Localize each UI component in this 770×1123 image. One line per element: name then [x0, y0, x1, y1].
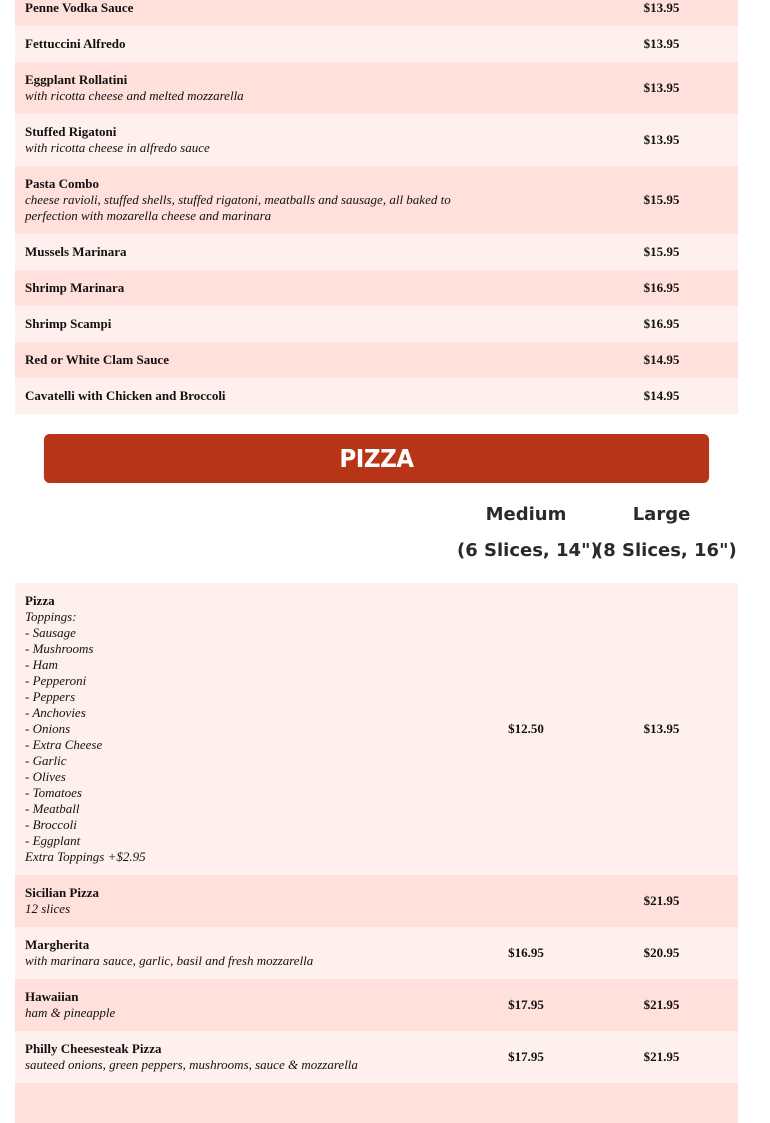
- item-name: Stuffed Rigatoni: [25, 124, 117, 139]
- item-name: Fettuccini Alfredo: [25, 36, 126, 51]
- extra-toppings-note: Extra Toppings +$2.95: [25, 849, 146, 864]
- item-description: ham & pineapple: [25, 1005, 116, 1020]
- menu-item-row: [15, 875, 738, 927]
- section-header-pizza: PIZZA: [44, 434, 709, 483]
- menu-item-row: [15, 114, 738, 166]
- menu-item-row: [15, 26, 738, 62]
- menu-item-row: [15, 1031, 738, 1083]
- item-name: Cavatelli with Chicken and Broccoli: [25, 388, 226, 403]
- item-name: Red or White Clam Sauce: [25, 352, 169, 367]
- item-price: $16.95: [643, 316, 680, 331]
- menu-item-row: [15, 979, 738, 1031]
- topping-item: - Sausage: [25, 625, 76, 640]
- column-header-label: Medium: [485, 504, 567, 525]
- topping-item: - Peppers: [25, 689, 76, 704]
- item-price: $13.95: [643, 80, 680, 95]
- item-name: Pasta Combo: [25, 176, 100, 191]
- item-description: with marinara sauce, garlic, basil and fresh mozzarella: [25, 953, 314, 968]
- topping-item: - Eggplant: [25, 833, 81, 848]
- item-price: $14.95: [643, 388, 680, 403]
- column-header-sub: (8 Slices, 16"): [595, 540, 737, 561]
- price-medium: $16.95: [508, 945, 544, 960]
- item-name: Mussels Marinara: [25, 244, 127, 259]
- price-medium: $12.50: [508, 721, 544, 736]
- price-large: $20.95: [643, 945, 680, 960]
- topping-item: - Onions: [25, 721, 71, 736]
- column-header-label: Large: [632, 504, 691, 525]
- topping-item: - Tomatoes: [25, 785, 82, 800]
- price-large: $13.95: [643, 721, 680, 736]
- item-price: $15.95: [643, 244, 680, 259]
- item-name: Margherita: [25, 937, 90, 952]
- item-name: Pizza: [25, 593, 55, 608]
- item-price: $13.95: [643, 132, 680, 147]
- menu-item-row: [15, 927, 738, 979]
- item-price: $14.95: [643, 352, 680, 367]
- topping-item: - Ham: [25, 657, 58, 672]
- column-header-medium: [457, 497, 599, 569]
- price-large: $21.95: [643, 1049, 680, 1064]
- menu-item-row: [15, 62, 738, 114]
- topping-item: - Meatball: [25, 801, 80, 816]
- topping-item: - Garlic: [25, 753, 67, 768]
- item-name: Penne Vodka Sauce: [25, 0, 134, 15]
- menu-item-row-partial: [15, 1083, 738, 1123]
- menu-item-row: [15, 583, 738, 875]
- toppings-label: Toppings:: [25, 609, 77, 624]
- item-name: Philly Cheesesteak Pizza: [25, 1041, 162, 1056]
- menu: [15, 0, 738, 1123]
- column-header-sub: (6 Slices, 14"): [457, 540, 599, 561]
- topping-item: - Olives: [25, 769, 66, 784]
- menu-item-row: [15, 234, 738, 270]
- item-description: with ricotta cheese in alfredo sauce: [25, 140, 210, 155]
- item-name: Sicilian Pizza: [25, 885, 100, 900]
- price-medium: $17.95: [508, 1049, 544, 1064]
- menu-item-row: [15, 378, 738, 414]
- topping-item: - Mushrooms: [25, 641, 94, 656]
- item-price: $16.95: [643, 280, 680, 295]
- item-name: Eggplant Rollatini: [25, 72, 128, 87]
- topping-item: - Pepperoni: [25, 673, 87, 688]
- price-column-headers: [15, 483, 738, 583]
- item-description: sauteed onions, green peppers, mushrooms, sauce & mozzarella: [25, 1057, 358, 1072]
- menu-item-row: [15, 0, 738, 26]
- item-price: $15.95: [643, 192, 680, 207]
- topping-item: - Extra Cheese: [25, 737, 103, 752]
- menu-item-row: [15, 342, 738, 378]
- menu-item-row: [15, 270, 738, 306]
- price-medium: $17.95: [508, 997, 544, 1012]
- item-name: Shrimp Marinara: [25, 280, 125, 295]
- price-large: $21.95: [643, 997, 680, 1012]
- topping-item: - Anchovies: [25, 705, 86, 720]
- item-description: cheese ravioli, stuffed shells, stuffed rigatoni, meatballs and sausage, all baked to perfection with mozarella cheese and marinara: [25, 192, 451, 223]
- column-header-large: [595, 497, 737, 569]
- item-price: $13.95: [643, 0, 680, 15]
- menu-item-row: [15, 166, 738, 234]
- item-description: 12 slices: [25, 901, 71, 916]
- item-price: $13.95: [643, 36, 680, 51]
- item-name: Hawaiian: [25, 989, 79, 1004]
- price-large: $21.95: [643, 893, 680, 908]
- item-name: Shrimp Scampi: [25, 316, 112, 331]
- item-description: with ricotta cheese and melted mozzarella: [25, 88, 244, 103]
- menu-item-row: [15, 306, 738, 342]
- topping-item: - Broccoli: [25, 817, 77, 832]
